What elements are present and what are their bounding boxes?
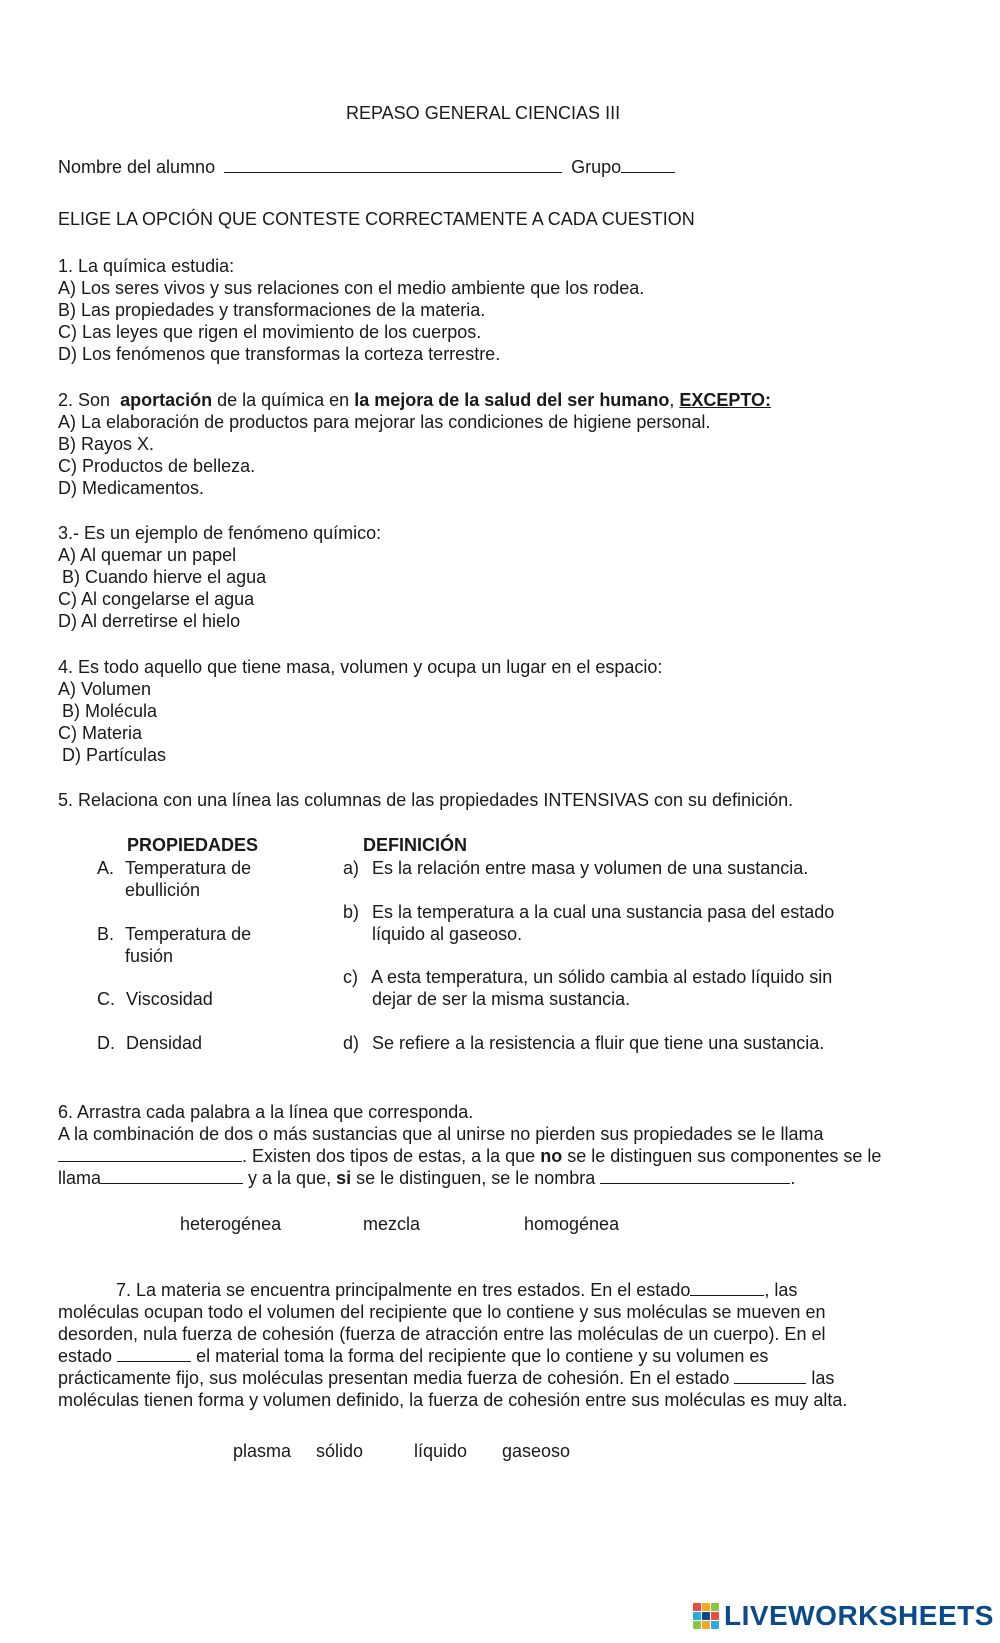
- q1-option-d[interactable]: D) Los fenómenos que transformas la corteza terrestre.: [58, 344, 501, 364]
- q7-line6: moléculas tienen forma y volumen definido, la fuerza de cohesión entre sus moléculas es muy alta.: [58, 1390, 848, 1410]
- group-field[interactable]: [621, 156, 675, 173]
- q5-property-letter: B.: [97, 924, 115, 944]
- q2-option-b[interactable]: B) Rayos X.: [58, 434, 155, 454]
- q3-option-c[interactable]: C) Al congelarse el agua: [58, 589, 255, 609]
- q4-option-a[interactable]: A) Volumen: [58, 679, 152, 699]
- q4-option-d[interactable]: D) Partículas: [62, 745, 167, 765]
- q5-definition-c-line2: dejar de ser la misma sustancia.: [372, 989, 631, 1009]
- q7-word-solido[interactable]: sólido: [316, 1441, 364, 1461]
- q6-line2: [58, 1145, 881, 1167]
- q5-definition-a[interactable]: [343, 857, 808, 879]
- q7-word-gaseoso[interactable]: gaseoso: [502, 1441, 571, 1461]
- q6-bold-no: no: [540, 1146, 563, 1166]
- q5-property-c[interactable]: [97, 988, 213, 1010]
- student-info-line: [58, 156, 675, 178]
- q5-property-a[interactable]: [97, 857, 251, 879]
- name-label: Nombre del alumno: [58, 157, 216, 177]
- q6-word-homogenea[interactable]: homogénea: [524, 1214, 620, 1234]
- q5-definition-line1: Es la temperatura a la cual una sustancia pasa del estado: [372, 902, 835, 922]
- q7-word-liquido[interactable]: líquido: [414, 1441, 468, 1461]
- page-title: REPASO GENERAL CIENCIAS III: [346, 103, 621, 123]
- q6-word-mezcla[interactable]: mezcla: [363, 1214, 421, 1234]
- q5-property-letter: D.: [97, 1033, 115, 1053]
- q5-definition-c[interactable]: [343, 966, 832, 988]
- q7-line1-end: , las: [764, 1280, 798, 1300]
- q5-property-letter: C.: [97, 989, 115, 1009]
- q5-definition-letter: c): [343, 967, 358, 987]
- q6-line1: A la combinación de dos o más sustancias que al unirse no pierden sus propiedades se le llama: [58, 1124, 824, 1144]
- q5-definition-line1: A esta temperatura, un sólido cambia al estado líquido sin: [371, 967, 833, 987]
- q5-definitions-header: DEFINICIÓN: [363, 835, 468, 855]
- q6-line3-period: .: [790, 1168, 796, 1188]
- q7-blank-3[interactable]: [734, 1367, 806, 1384]
- q1-question: 1. La química estudia:: [58, 256, 235, 276]
- q7-line4-end: el material toma la forma del recipiente que lo contiene y su volumen es: [196, 1346, 769, 1366]
- q5-property-line1: Temperatura de: [125, 858, 252, 878]
- q2-mid: de la química en: [217, 390, 350, 410]
- q7-word-plasma[interactable]: plasma: [233, 1441, 292, 1461]
- q5-definition-b[interactable]: [343, 901, 834, 923]
- q5-property-d[interactable]: [97, 1032, 202, 1054]
- q5-property-line1: Densidad: [126, 1033, 203, 1053]
- q6-blank-2[interactable]: [101, 1167, 243, 1184]
- q5-property-a-line2: ebullición: [125, 880, 201, 900]
- q4-option-b[interactable]: B) Molécula: [62, 701, 158, 721]
- q3-question: 3.- Es un ejemplo de fenómeno químico:: [58, 523, 382, 543]
- q5-definition-letter: d): [343, 1033, 360, 1053]
- q4-option-c[interactable]: C) Materia: [58, 723, 143, 743]
- q5-properties-header: PROPIEDADES: [127, 835, 259, 855]
- q5-definition-line1: Es la relación entre masa y volumen de una sustancia.: [372, 858, 809, 878]
- q7-line2: moléculas ocupan todo el volumen del recipiente que lo contiene y sus moléculas se mueven en: [58, 1302, 826, 1322]
- q1-option-a[interactable]: A) Los seres vivos y sus relaciones con el medio ambiente que los rodea.: [58, 278, 645, 298]
- q7-line5-start: prácticamente fijo, sus moléculas presentan media fuerza de cohesión. En el estado: [58, 1368, 730, 1388]
- q7-line1-start: 7. La materia se encuentra principalmente en tres estados. En el estado: [116, 1280, 691, 1300]
- q1-option-c[interactable]: C) Las leyes que rigen el movimiento de los cuerpos.: [58, 322, 482, 342]
- liveworksheets-logo[interactable]: [693, 1598, 994, 1634]
- q5-property-b[interactable]: [97, 923, 251, 945]
- q5-property-b-line2: fusión: [125, 946, 174, 966]
- q5-definition-letter: b): [343, 902, 360, 922]
- name-field[interactable]: [224, 156, 562, 173]
- q7-line4: [58, 1345, 768, 1367]
- q5-definition-letter: a): [343, 858, 360, 878]
- q7-line1: [116, 1279, 797, 1301]
- q2-comma: ,: [669, 390, 675, 410]
- q6-line2-text: . Existen dos tipos de estas, a la que: [242, 1146, 536, 1166]
- q7-line5-end: las: [811, 1368, 835, 1388]
- q6-blank-1[interactable]: [58, 1145, 242, 1162]
- q2-option-a[interactable]: A) La elaboración de productos para mejorar las condiciones de higiene personal.: [58, 412, 711, 432]
- q7-line4-start: estado: [58, 1346, 113, 1366]
- q6-line2-end: se le distinguen sus componentes se le: [567, 1146, 882, 1166]
- q3-option-b[interactable]: B) Cuando hierve el agua: [62, 567, 267, 587]
- q5-definition-line1: Se refiere a la resistencia a fluir que tiene una sustancia.: [372, 1033, 825, 1053]
- liveworksheets-logo-text: LIVEWORKSHEETS: [724, 1600, 994, 1631]
- q5-property-letter: A.: [97, 858, 115, 878]
- q2-option-c[interactable]: C) Productos de belleza.: [58, 456, 256, 476]
- q6-line3: [58, 1167, 795, 1189]
- q3-option-a[interactable]: A) Al quemar un papel: [58, 545, 237, 565]
- q6-line3-end: se le distinguen, se le nombra: [356, 1168, 596, 1188]
- q5-question: 5. Relaciona con una línea las columnas de las propiedades INTENSIVAS con su definición.: [58, 790, 794, 810]
- q3-option-d[interactable]: D) Al derretirse el hielo: [58, 611, 241, 631]
- q2-prefix: 2. Son: [58, 390, 111, 410]
- q7-blank-1[interactable]: [690, 1279, 764, 1296]
- q7-line3: desorden, nula fuerza de cohesión (fuerza de atracción entre las moléculas de un cuerpo). En el: [58, 1324, 826, 1344]
- q6-line3-mid: y a la que,: [248, 1168, 332, 1188]
- q7-blank-2[interactable]: [117, 1345, 191, 1362]
- q2-bold-salud: la mejora de la salud del ser humano: [354, 390, 670, 410]
- q2-option-d[interactable]: D) Medicamentos.: [58, 478, 205, 498]
- group-label: Grupo: [571, 157, 622, 177]
- q5-property-line1: Temperatura de: [125, 924, 252, 944]
- q2-bold-aportacion: aportación: [120, 390, 213, 410]
- q5-definition-d[interactable]: [343, 1032, 824, 1054]
- q2-excepto: EXCEPTO:: [679, 390, 772, 410]
- q5-property-line1: Viscosidad: [126, 989, 213, 1009]
- q7-line5: [58, 1367, 834, 1389]
- q6-word-heterogenea[interactable]: heterogénea: [180, 1214, 282, 1234]
- q1-option-b[interactable]: B) Las propiedades y transformaciones de la materia.: [58, 300, 486, 320]
- q5-definition-b-line2: líquido al gaseoso.: [372, 924, 523, 944]
- q4-question: 4. Es todo aquello que tiene masa, volumen y ocupa un lugar en el espacio:: [58, 657, 663, 677]
- q6-question: 6. Arrastra cada palabra a la línea que corresponda.: [58, 1102, 474, 1122]
- q2-question: [58, 389, 771, 411]
- q6-line3-start: llama: [58, 1168, 102, 1188]
- instruction-text: ELIGE LA OPCIÓN QUE CONTESTE CORRECTAMENTE A CADA CUESTION: [58, 209, 695, 229]
- q6-blank-3[interactable]: [600, 1167, 790, 1184]
- liveworksheets-logo-icon: [693, 1603, 719, 1629]
- q6-bold-si: si: [336, 1168, 352, 1188]
